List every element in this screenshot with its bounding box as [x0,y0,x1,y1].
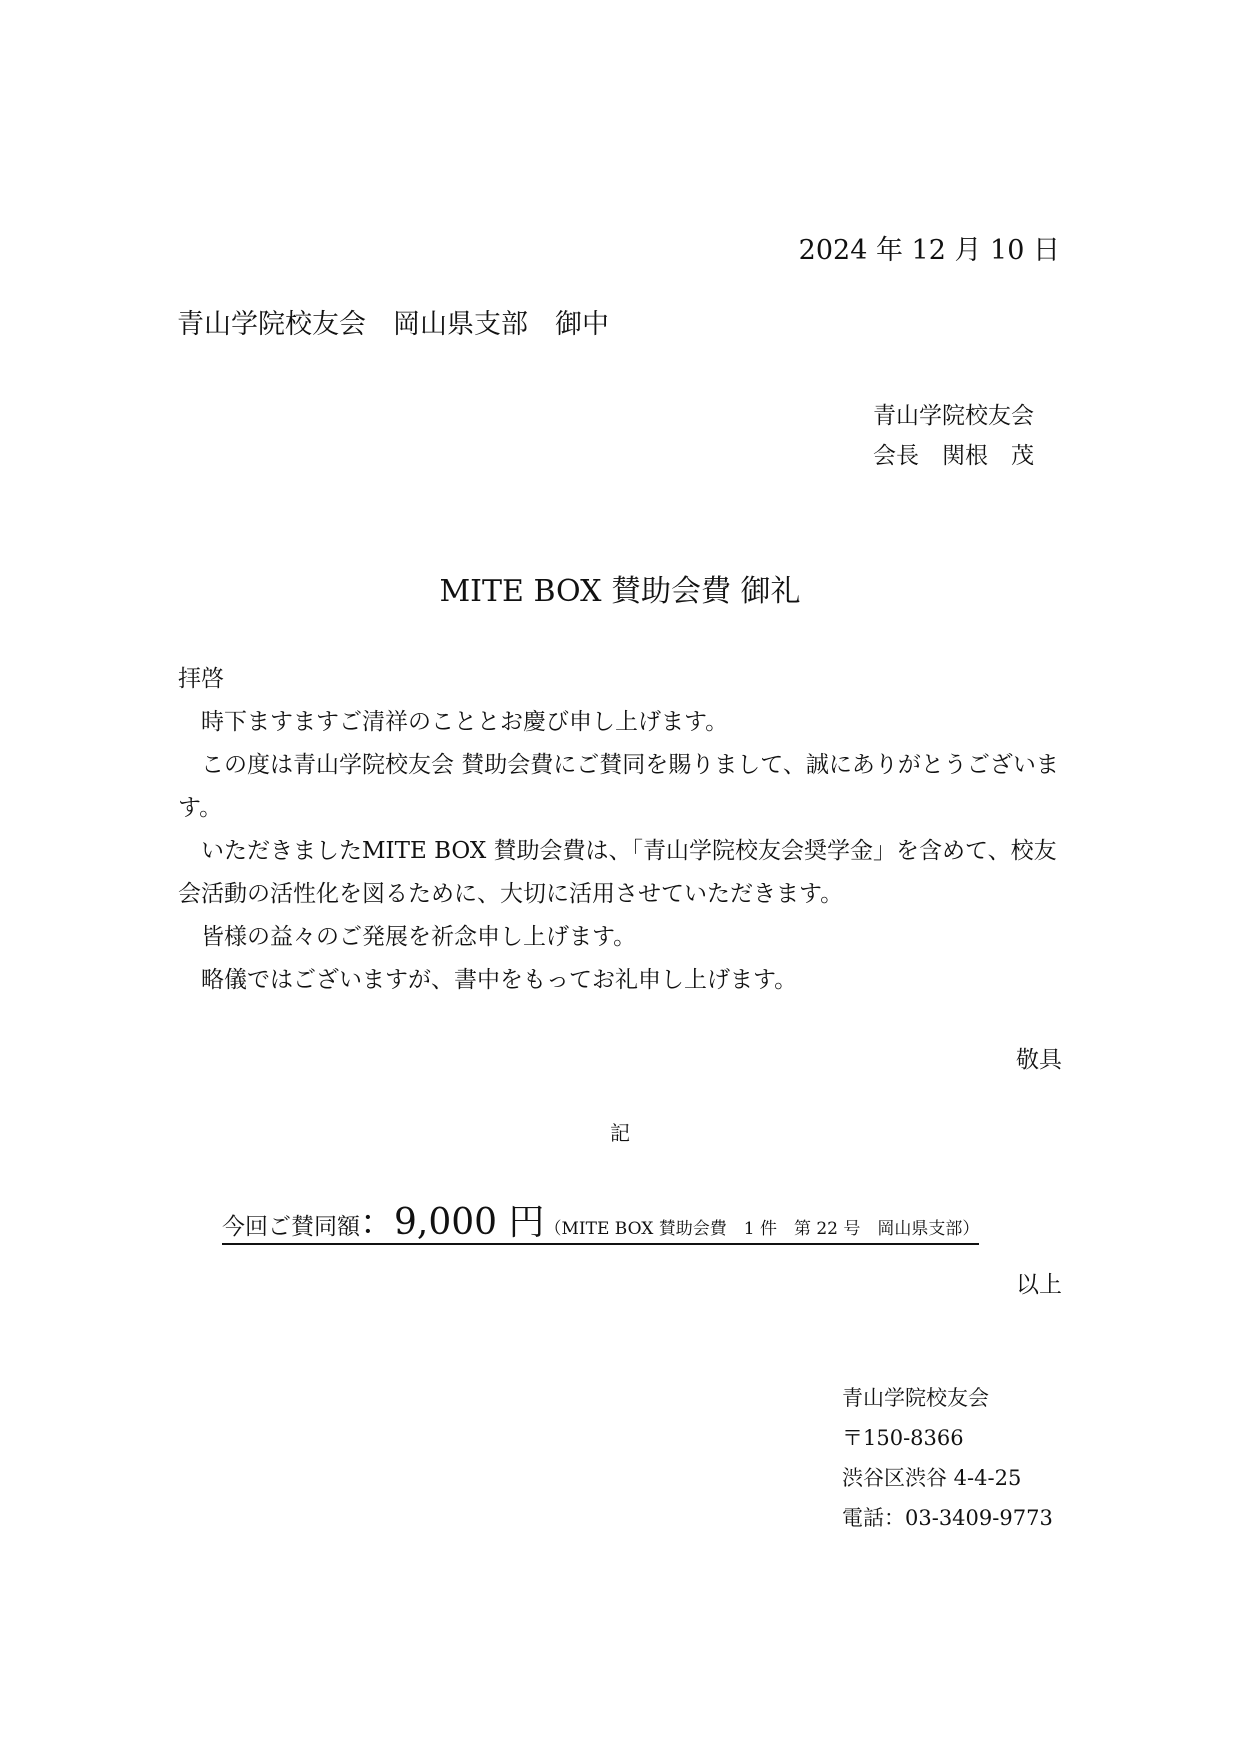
footer-contact-block [842,1378,1053,1538]
body-paragraph-2: この度は青山学院校友会 賛助会費にご賛同を賜りまして、誠にありがとうございます。 [178,752,1059,821]
amount-colon: ： [360,1203,394,1243]
letter-date: 2024 年 12 月 10 日 [798,235,1060,266]
closing-salutation: 敬具 [1016,1047,1062,1073]
footer-postal-code: 〒150-8366 [842,1426,964,1450]
donation-amount-line [222,1202,980,1245]
opening-salutation: 拝啓 [178,666,224,692]
body-paragraph-5: 略儀ではございますが、書中をもってお礼申し上げます。 [201,967,798,993]
letter-body [178,658,1068,1002]
footer-phone: 電話：03-3409-9773 [842,1506,1053,1530]
amount-note: （MITE BOX 賛助会費 1 件 第 22 号 岡山県支部） [544,1219,980,1239]
amount-value: 9,000 円 [394,1202,545,1243]
recipient-line: 青山学院校友会 岡山県支部 御中 [177,309,609,340]
footer-organization: 青山学院校友会 [842,1386,989,1410]
record-heading: 記 [610,1121,630,1145]
body-paragraph-3: いただきましたMITE BOX 賛助会費は、「青山学院校友会奨学金」を含めて、校友会活動の活性化を図るために、大切に活用させていただきます。 [178,838,1057,907]
letter-title: MITE BOX 賛助会費 御礼 [439,574,801,609]
sender-organization: 青山学院校友会 [873,403,1034,429]
end-mark: 以上 [1016,1272,1062,1298]
amount-label: 今回ご賛同額 [222,1214,360,1240]
body-paragraph-4: 皆様の益々のご発展を祈念申し上げます。 [201,924,637,950]
body-paragraph-1: 時下ますますご清祥のこととお慶び申し上げます。 [201,709,729,735]
sender-block [873,396,1034,476]
footer-address: 渋谷区渋谷 4-4-25 [842,1466,1022,1490]
sender-signatory: 会長 関根 茂 [873,443,1034,469]
